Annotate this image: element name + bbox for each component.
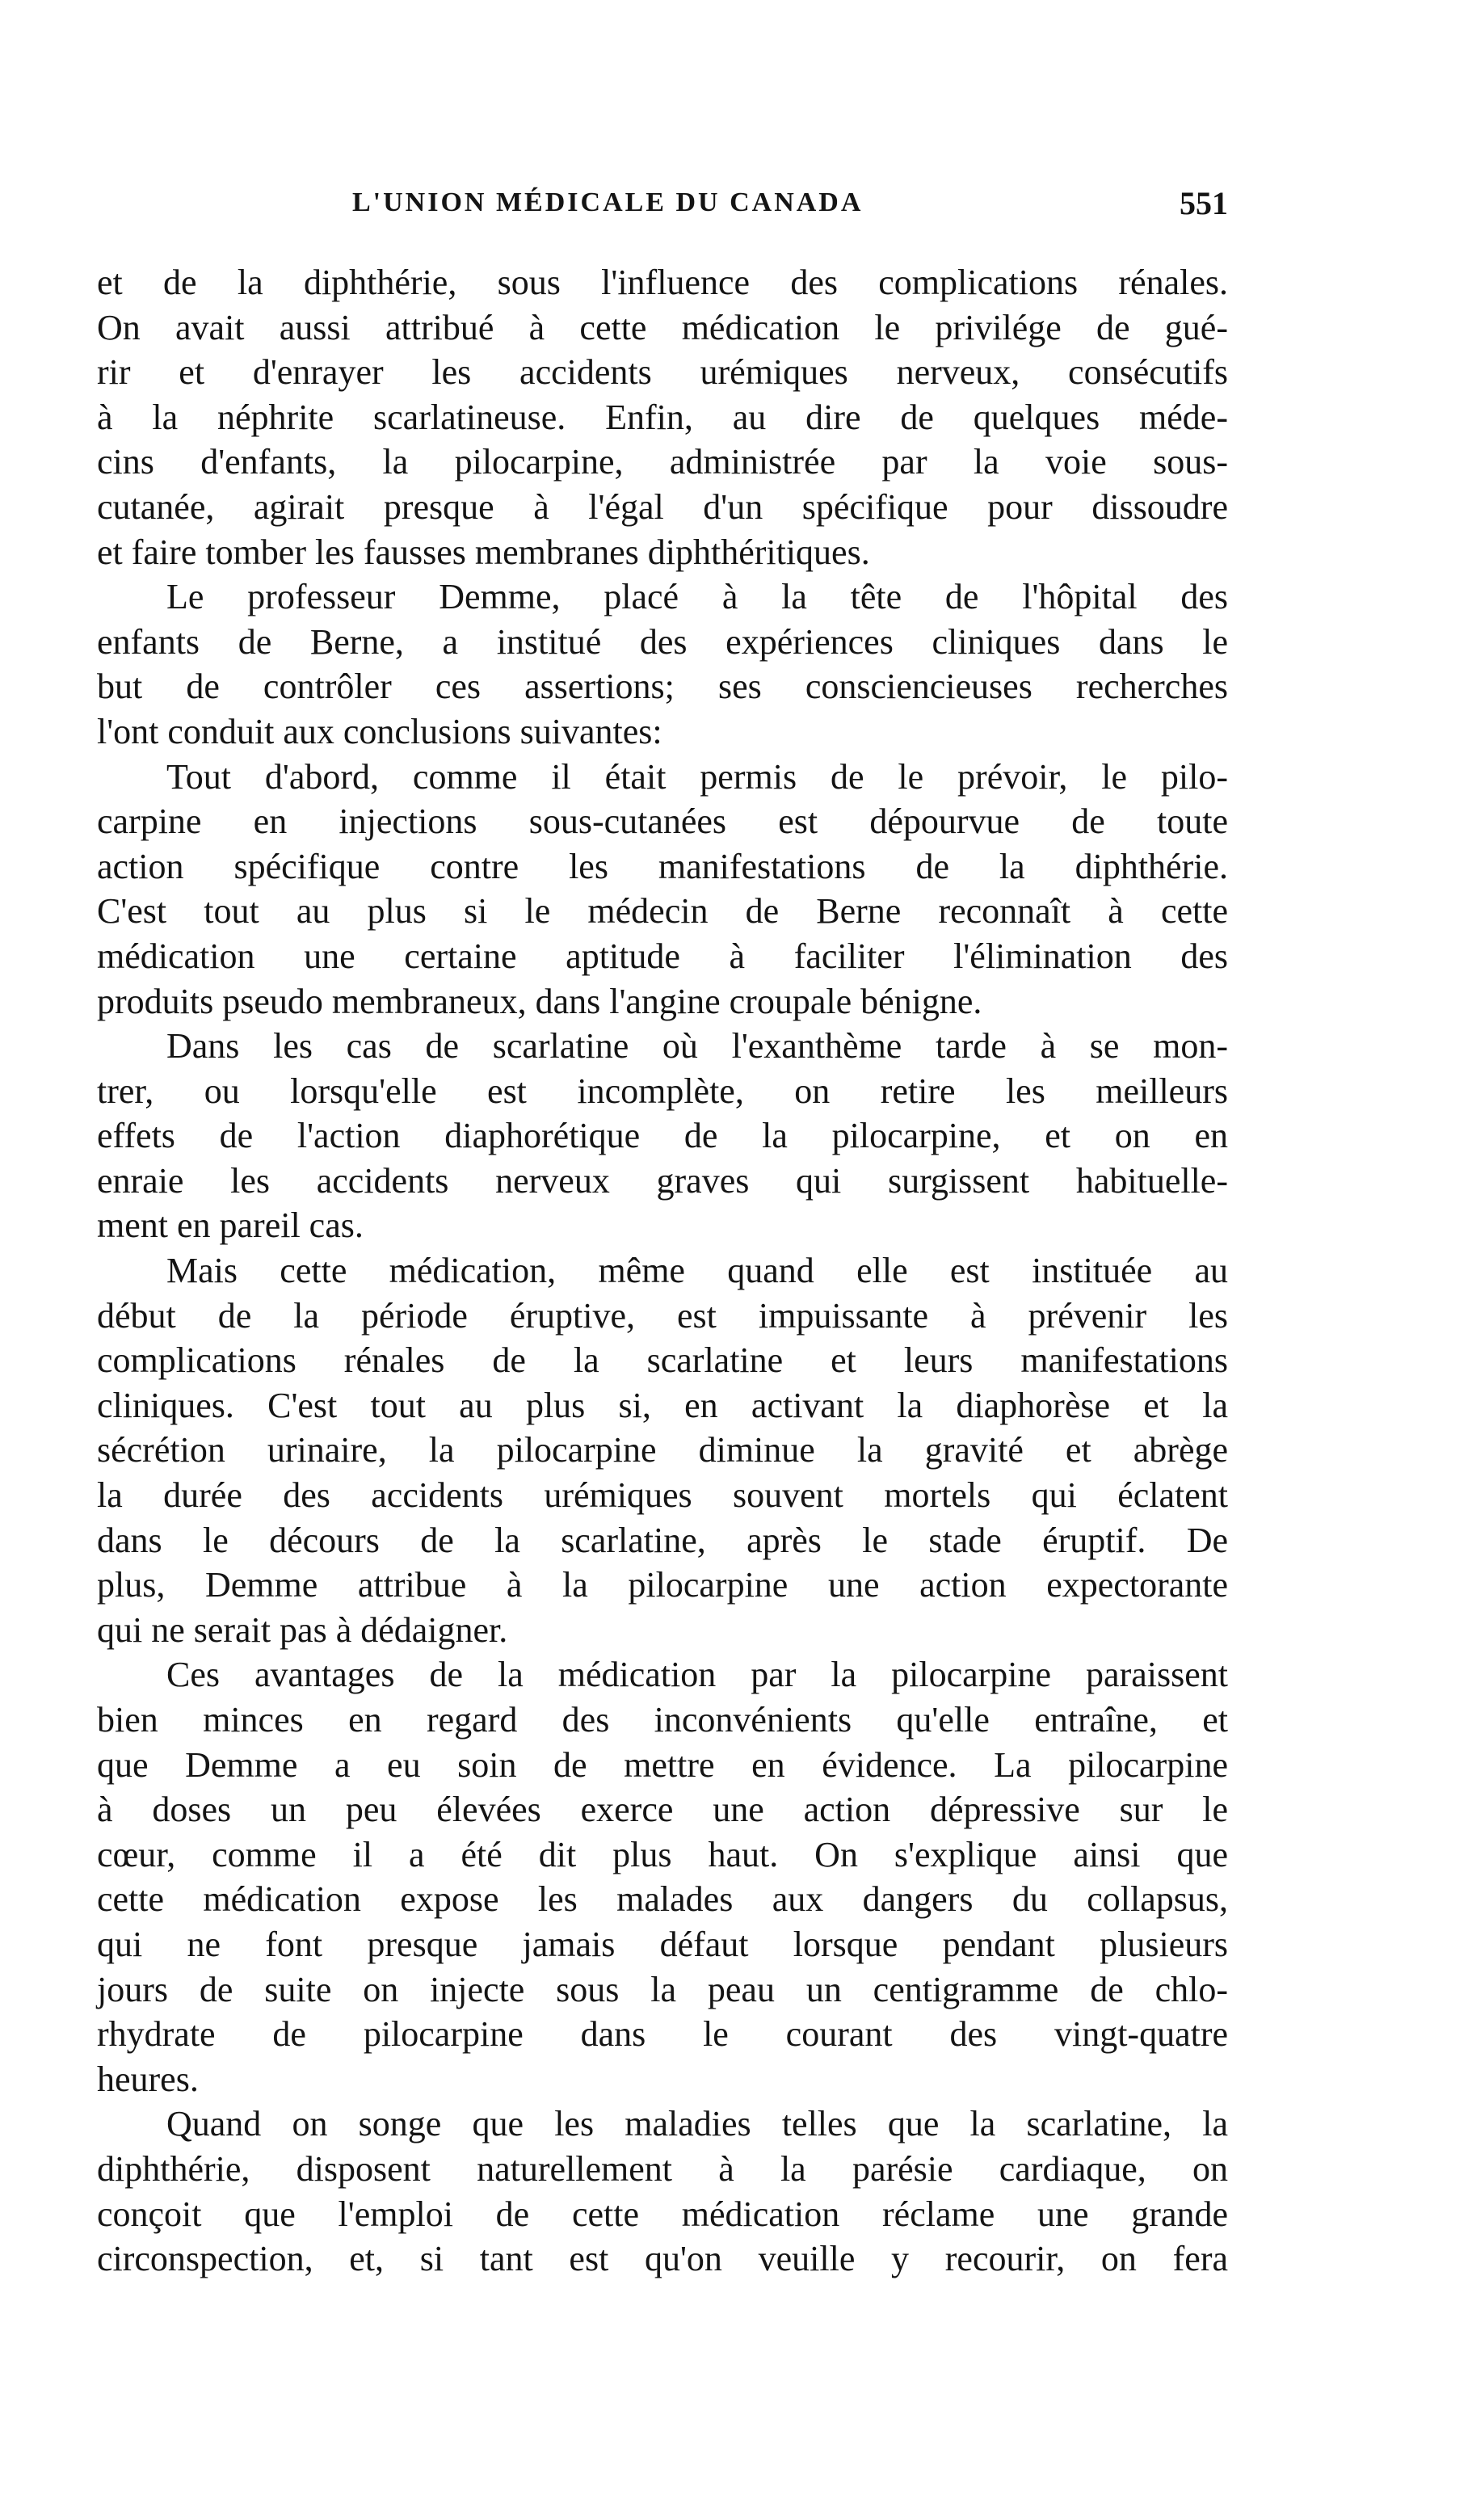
text-line: début de la période éruptive, est impuissante à prévenir les <box>97 1295 1228 1336</box>
text-line: qui ne font presque jamais défaut lorsque pendant plusieurs <box>97 1924 1228 1964</box>
text-line: que Demme a eu soin de mettre en évidence. La pilocarpine <box>97 1744 1228 1785</box>
paragraph <box>97 260 1228 574</box>
text-line: plus, Demme attribue à la pilocarpine une action expectorante <box>97 1565 1228 1605</box>
text-line: sécrétion urinaire, la pilocarpine diminue la gravité et abrège <box>97 1430 1228 1470</box>
text-line: On avait aussi attribué à cette médication le privilége de gué- <box>97 307 1228 347</box>
page-number: 551 <box>1180 185 1228 221</box>
text-line: jours de suite on injecte sous la peau un centigramme de chlo- <box>97 1969 1228 2009</box>
running-head: L'UNION MÉDICALE DU CANADA <box>352 187 864 217</box>
text-line: et de la diphthérie, sous l'influence des complications rénales. <box>97 263 1228 302</box>
text-line: heures. <box>97 2059 199 2099</box>
text-line: bien minces en regard des inconvénients qu'elle entraîne, et <box>97 1700 1228 1740</box>
text-line: circonspection, et, si tant est qu'on veuille y recourir, on fera <box>97 2239 1228 2279</box>
text-line: action spécifique contre les manifestations de la diphthérie. <box>97 846 1228 886</box>
text-line: l'ont conduit aux conclusions suivantes: <box>97 711 662 751</box>
text-line: trer, ou lorsqu'elle est incomplète, on retire les meilleurs <box>97 1071 1228 1111</box>
text-line: produits pseudo membraneux, dans l'angine croupale bénigne. <box>97 981 982 1021</box>
text-line: cutanée, agirait presque à l'égal d'un spécifique pour dissoudre <box>97 486 1228 527</box>
text-line: C'est tout au plus si le médecin de Berne reconnaît à cette <box>97 891 1228 932</box>
text-line: à la néphrite scarlatineuse. Enfin, au dire de quelques méde- <box>97 397 1228 437</box>
text-line: but de contrôler ces assertions; ses consciencieuses recherches <box>97 667 1228 707</box>
text-line: Tout d'abord, comme il était permis de le prévoir, le pilo- <box>166 756 1228 797</box>
text-line: cins d'enfants, la pilocarpine, administrée par la voie sous- <box>97 442 1228 482</box>
text-line: Dans les cas de scarlatine où l'exanthème tarde à se mon- <box>166 1026 1228 1066</box>
text-line: la durée des accidents urémiques souvent mortels qui éclatent <box>97 1475 1228 1516</box>
text-line: diphthérie, disposent naturellement à la parésie cardiaque, on <box>97 2148 1228 2189</box>
text-line: Mais cette médication, même quand elle est instituée au <box>166 1251 1228 1291</box>
text-line: à doses un peu élevées exerce une action dépressive sur le <box>97 1790 1228 1830</box>
page-header <box>97 187 1228 223</box>
paragraph <box>97 755 1228 1024</box>
text-line: ment en pareil cas. <box>97 1205 364 1246</box>
paragraph <box>97 2101 1228 2281</box>
text-line: rhydrate de pilocarpine dans le courant des vingt-quatre <box>97 2014 1228 2055</box>
text-line: rir et d'enrayer les accidents urémiques nerveux, consécutifs <box>97 352 1228 393</box>
text-line: Quand on songe que les maladies telles que la scarlatine, la <box>166 2104 1228 2144</box>
text-line: carpine en injections sous-cutanées est dépourvue de toute <box>97 801 1228 842</box>
text-line: qui ne serait pas à dédaigner. <box>97 1609 508 1650</box>
paragraph <box>97 1652 1228 2101</box>
text-line: effets de l'action diaphorétique de la pilocarpine, et on en <box>97 1116 1228 1156</box>
text-line: cœur, comme il a été dit plus haut. On s'explique ainsi que <box>97 1834 1228 1874</box>
text-line: complications rénales de la scarlatine et leurs manifestations <box>97 1340 1228 1381</box>
text-line: cliniques. C'est tout au plus si, en activant la diaphorèse et la <box>97 1385 1228 1425</box>
paragraph <box>97 1024 1228 1248</box>
body-text <box>97 260 1228 2282</box>
paragraph <box>97 1248 1228 1652</box>
text-line: et faire tomber les fausses membranes diphthéritiques. <box>97 532 870 572</box>
text-line: enraie les accidents nerveux graves qui surgissent habituelle- <box>97 1160 1228 1201</box>
text-line: dans le décours de la scarlatine, après le stade éruptif. De <box>97 1520 1228 1560</box>
text-line: enfants de Berne, a institué des expériences cliniques dans le <box>97 621 1228 662</box>
paragraph <box>97 574 1228 754</box>
text-line: Ces avantages de la médication par la pilocarpine paraissent <box>166 1655 1228 1695</box>
text-line: conçoit que l'emploi de cette médication réclame une grande <box>97 2194 1228 2234</box>
text-line: médication une certaine aptitude à faciliter l'élimination des <box>97 936 1228 976</box>
text-line: cette médication expose les malades aux dangers du collapsus, <box>97 1879 1228 1920</box>
text-line: Le professeur Demme, placé à la tête de l'hôpital des <box>166 577 1228 617</box>
